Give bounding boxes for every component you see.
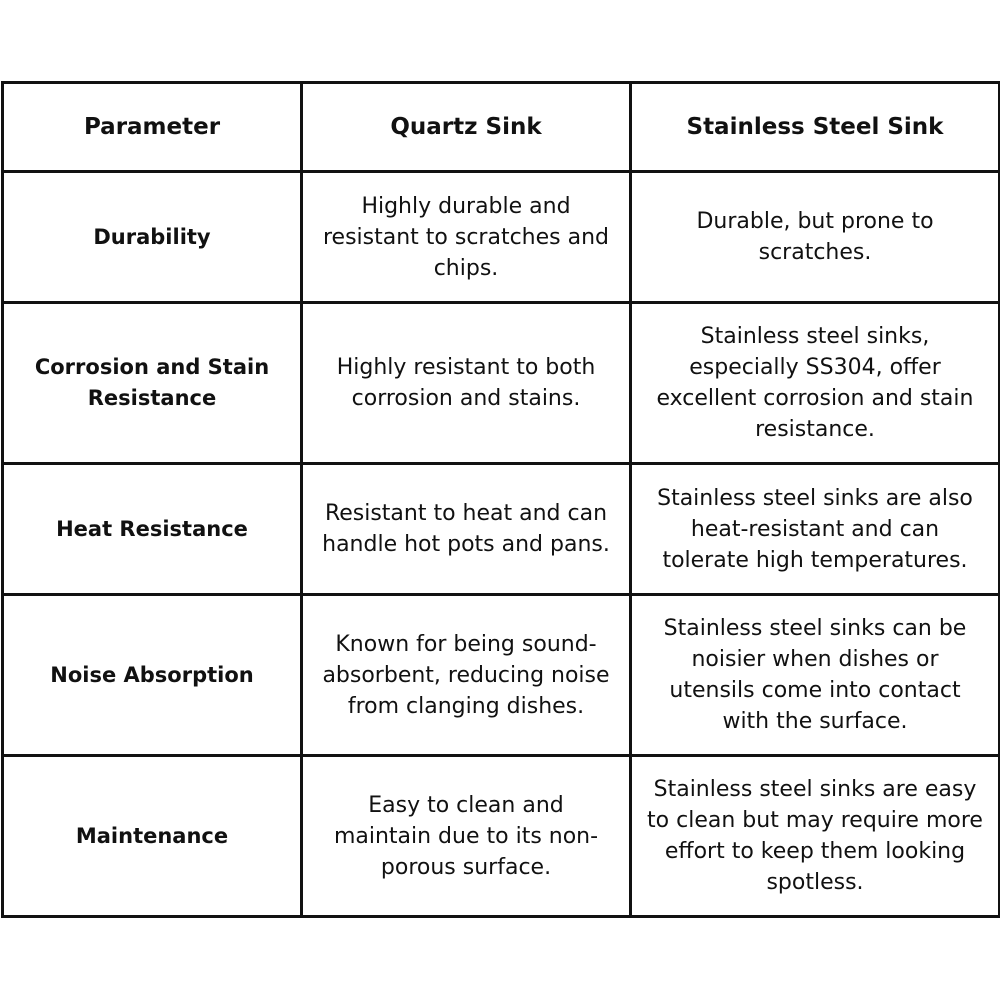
header-parameter: Parameter — [3, 83, 302, 172]
quartz-cell: Easy to clean and maintain due to its non-porous surface. — [302, 756, 631, 917]
steel-cell: Durable, but prone to scratches. — [631, 172, 1000, 303]
quartz-cell: Highly resistant to both corrosion and stains. — [302, 303, 631, 464]
table-row — [3, 303, 1000, 464]
quartz-cell: Known for being sound-absorbent, reducing noise from clanging dishes. — [302, 595, 631, 756]
steel-cell: Stainless steel sinks are easy to clean but may require more effort to keep them looking spotless. — [631, 756, 1000, 917]
steel-cell: Stainless steel sinks can be noisier when dishes or utensils come into contact with the surface. — [631, 595, 1000, 756]
quartz-cell: Highly durable and resistant to scratches and chips. — [302, 172, 631, 303]
parameter-cell: Durability — [3, 172, 302, 303]
header-row — [3, 83, 1000, 172]
table-row — [3, 464, 1000, 595]
steel-cell: Stainless steel sinks, especially SS304, offer excellent corrosion and stain resistance. — [631, 303, 1000, 464]
table-row — [3, 595, 1000, 756]
header-quartz-sink: Quartz Sink — [302, 83, 631, 172]
parameter-cell: Heat Resistance — [3, 464, 302, 595]
parameter-cell: Noise Absorption — [3, 595, 302, 756]
table-row — [3, 172, 1000, 303]
parameter-cell: Maintenance — [3, 756, 302, 917]
parameter-cell: Corrosion and Stain Resistance — [3, 303, 302, 464]
header-stainless-steel-sink: Stainless Steel Sink — [631, 83, 1000, 172]
quartz-cell: Resistant to heat and can handle hot pots and pans. — [302, 464, 631, 595]
comparison-table — [1, 81, 1000, 918]
steel-cell: Stainless steel sinks are also heat-resistant and can tolerate high temperatures. — [631, 464, 1000, 595]
table-row — [3, 756, 1000, 917]
